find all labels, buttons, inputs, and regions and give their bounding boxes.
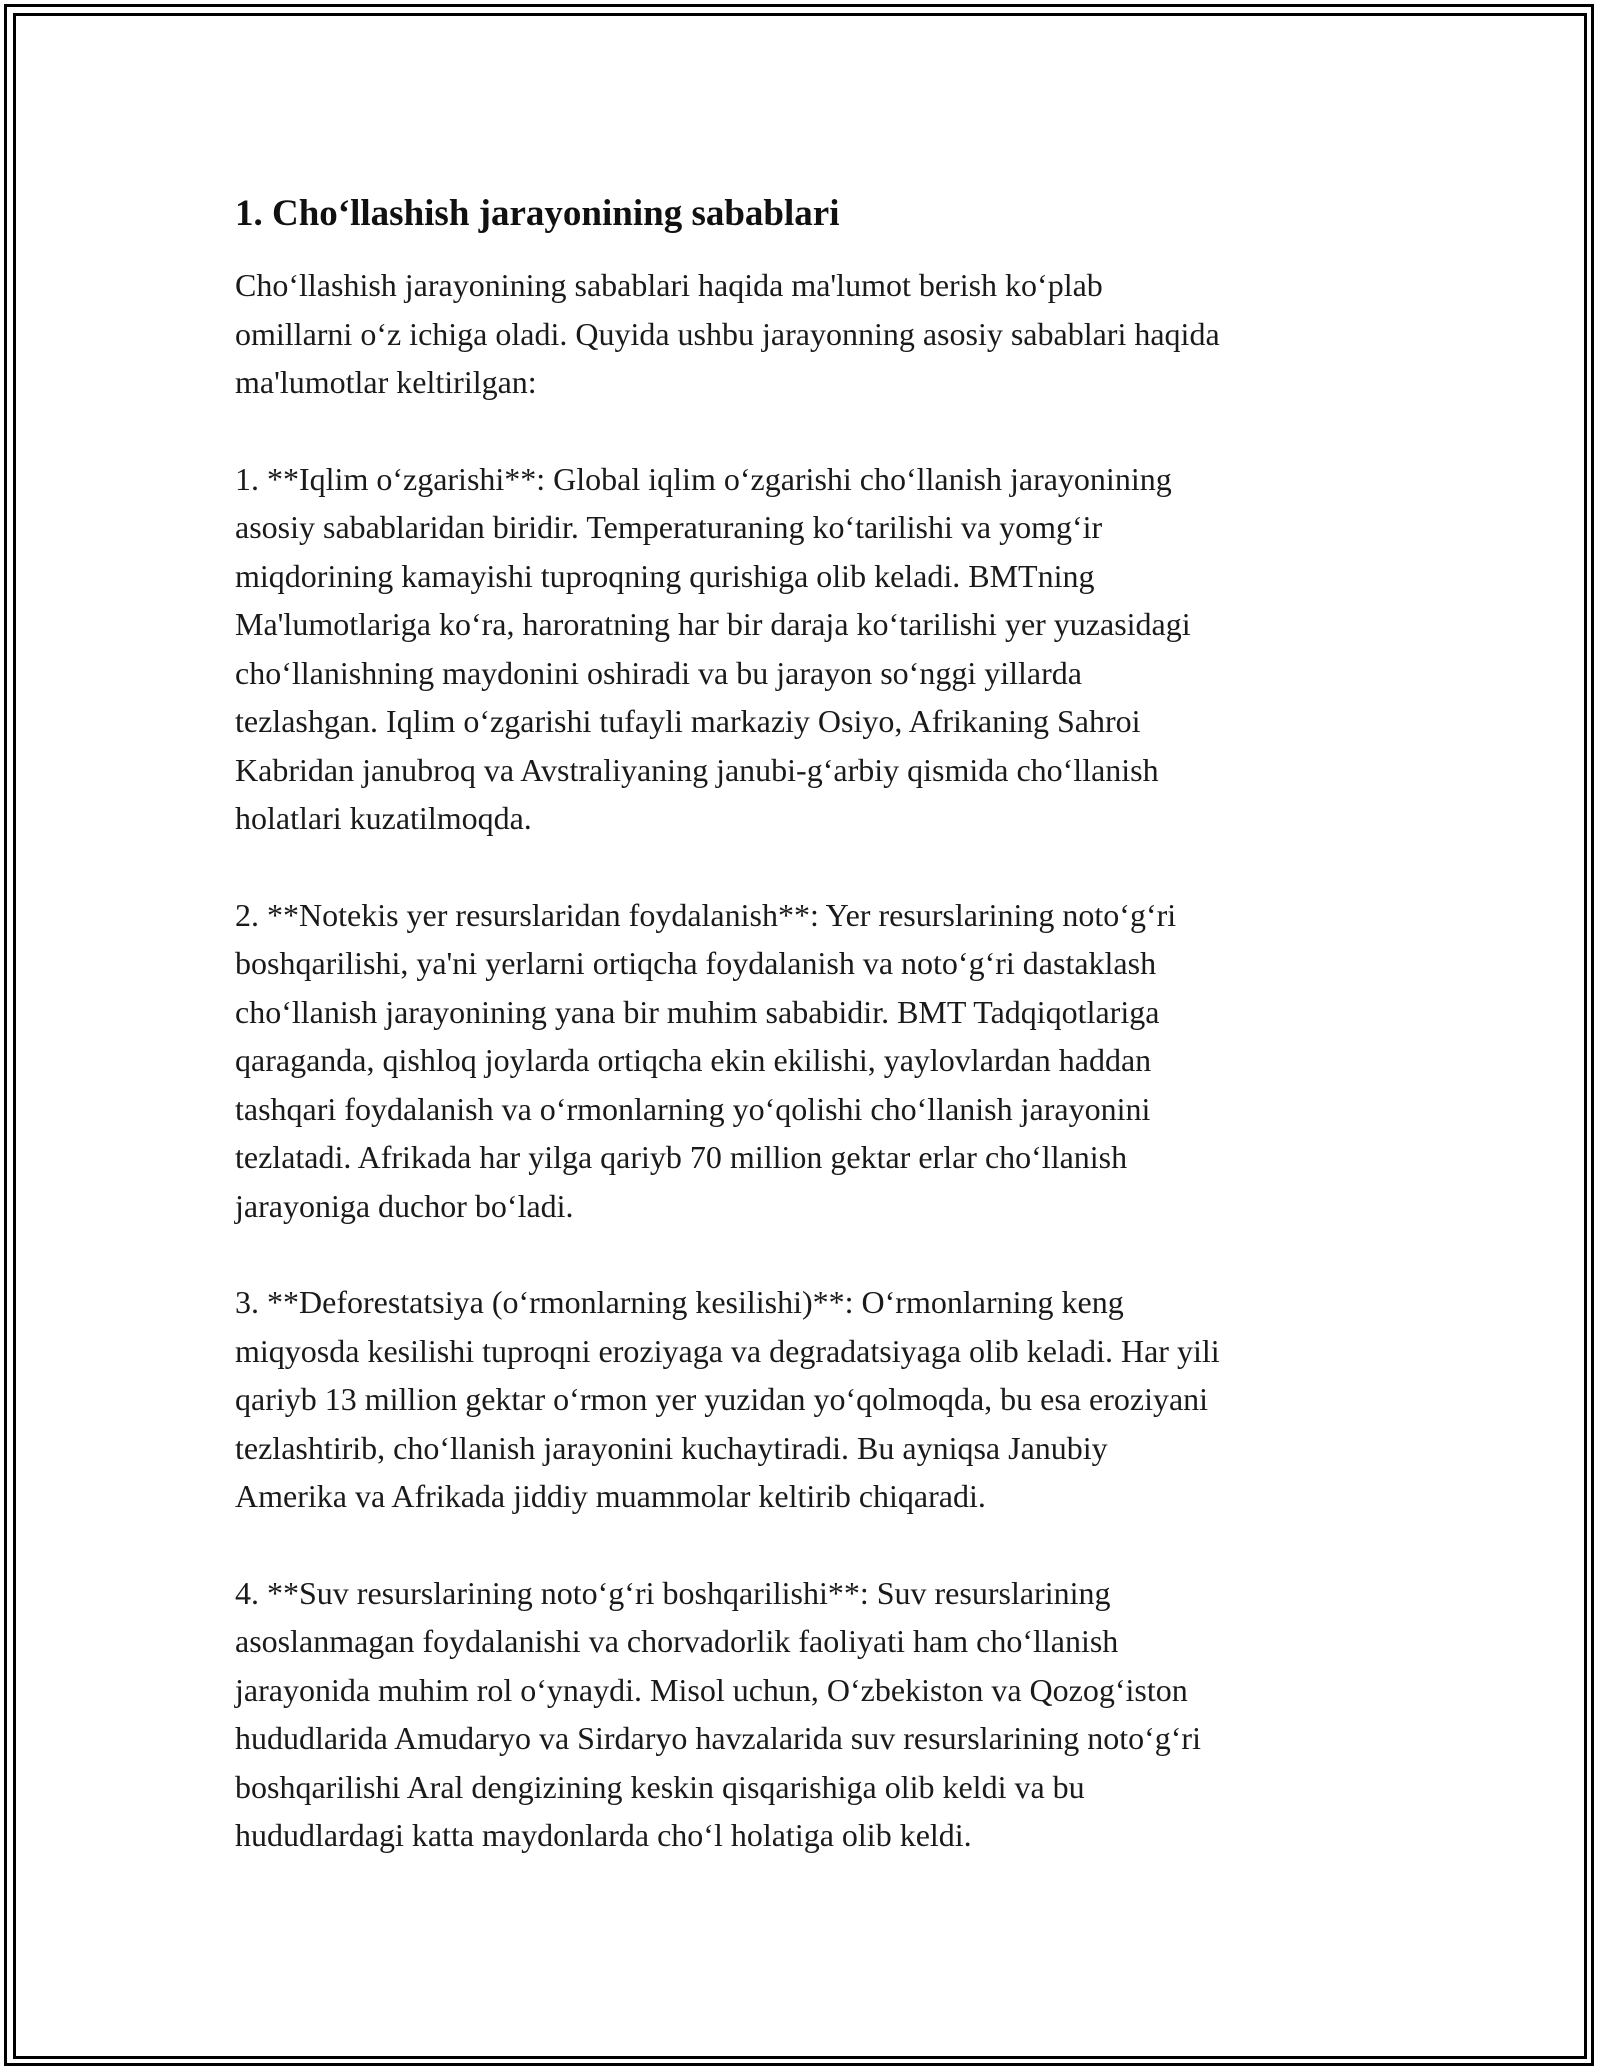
list-item-climate-change: 1. **Iqlim o‘zgarishi**: Global iqlim o‘zgarishi cho‘llanish jarayonining asosiy sabablaridan biridir. Temperaturaning ko‘tarilishi va yomg‘ir miqdorining kamayishi tuproqning qurishiga olib keladi. BMTning Ma'lumotlariga ko‘ra, haroratning har bir daraja ko‘tarilishi yer yuzasidagi cho‘llanishning maydonini oshiradi va bu jarayon so‘nggi yillarda tezlashgan. Iqlim o‘zgarishi tufayli markaziy Osiyo, Afrikaning Sahroi Kabridan janubroq va Avstraliyaning janubi-g‘arbiy qismida cho‘llanish holatlari kuzatilmoqda. [235,460,1191,836]
intro-paragraph: Cho‘llashish jarayonining sabablari haqida ma'lumot berish ko‘plab omillarni o‘z ichiga oladi. Quyida ushbu jarayonning asosiy sabablari haqida ma'lumotlar keltirilgan: [235,267,1220,400]
document-body [235,185,1385,1908]
document-title: 1. Cho‘llashish jarayonining sabablari [235,193,840,234]
list-item-deforestation: 3. **Deforestatsiya (o‘rmonlarning kesilishi)**: O‘rmonlarning keng miqyosda kesilishi tuproqni eroziyaga va degradatsiyaga olib keladi. Har yili qariyb 13 million gektar o‘rmon yer yuzidan yo‘qolmoqda, bu esa eroziyani tezlashtirib, cho‘llanish jarayonini kuchaytiradi. Bu ayniqsa Janubiy Amerika va Afrikada jiddiy muammolar keltirib chiqaradi. [235,1284,1220,1514]
list-item-land-use: 2. **Notekis yer resurslaridan foydalanish**: Yer resurslarining noto‘g‘ri boshqarilishi, ya'ni yerlarni ortiqcha foydalanish va noto‘g‘ri dastaklash cho‘llanish jarayonining yana bir muhim sababidir. BMT Tadqiqotlariga qaraganda, qishloq joylarda ortiqcha ekin ekilishi, yaylovlardan haddan tashqari foydalanish va o‘rmonlarning yo‘qolishi cho‘llanish jarayonini tezlatadi. Afrikada har yilga qariyb 70 million gektar erlar cho‘llanish jarayoniga duchor bo‘ladi. [235,896,1177,1224]
list-item-water-management: 4. **Suv resurslarining noto‘g‘ri boshqarilishi**: Suv resurslarining asoslanmagan foydalanishi va chorvadorlik faoliyati ham cho‘llanish jarayonida muhim rol o‘ynaydi. Misol uchun, O‘zbekiston va Qozog‘iston hududlarida Amudaryo va Sirdaryo havzalarida suv resurslarining noto‘g‘ri boshqarilishi Aral dengizining keskin qisqarishiga olib keldi va bu hududlardagi katta maydonlarda cho‘l holatiga olib keldi. [235,1574,1201,1853]
